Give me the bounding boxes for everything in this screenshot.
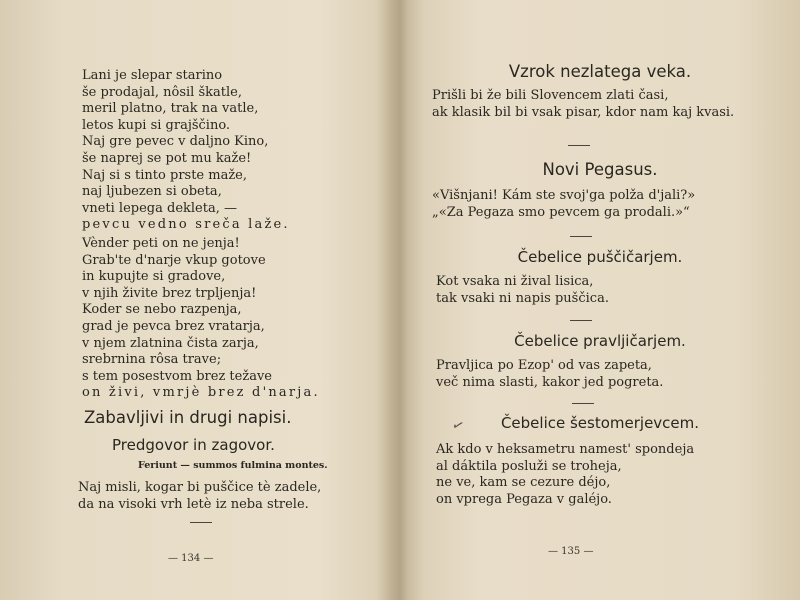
- section-title: Zabavljivi in drugi napisi.: [84, 408, 292, 427]
- poem-body: [436, 442, 694, 508]
- poem-line: al dáktila posluži se troheja,: [436, 458, 622, 474]
- poem-line: Naj si s tinto prste maže,: [82, 167, 248, 183]
- poem-line: „«Za Pegaza smo pevcem ga prodali.»“: [432, 204, 690, 220]
- poem-line: in kupujte si gradove,: [82, 269, 226, 285]
- poem-stanza-1: [82, 68, 290, 234]
- poem-line: Grab'te d'narje vkup gotove: [82, 252, 266, 268]
- poem-line: Naj gre pevec v daljno Kino,: [82, 134, 269, 150]
- epigram: [78, 480, 321, 513]
- poem-title: Vzrok nezlatega veka.: [508, 62, 692, 81]
- page-number: — 135 —: [548, 546, 594, 557]
- page-number: — 134 —: [168, 553, 214, 564]
- epigram-line: Naj misli, kogar bi puščice tè zadele,: [78, 480, 322, 495]
- divider-rule: [190, 522, 212, 523]
- section-subtitle: Predgovor in zagovor.: [112, 436, 275, 454]
- poem-line: ak klasik bil bi vsak pisar, kdor nam kaj kvasi.: [432, 104, 735, 120]
- poem-line: Koder se nebo razpenja,: [82, 302, 242, 318]
- poem-body: [432, 88, 734, 121]
- poem-title: Čebelice pravljičarjem.: [514, 332, 686, 350]
- poem-line: naj ljubezen si obeta,: [82, 184, 222, 200]
- poem-line: Pravljica po Ezop' od vas zapeta,: [436, 358, 652, 373]
- poem-body: [432, 188, 695, 221]
- poem-line: s tem posestvom brez težave: [82, 368, 272, 384]
- poem-line: grad je pevca brez vratarja,: [82, 318, 265, 334]
- poem-line: on živi, vmrjè brez d'narja.: [82, 385, 320, 401]
- poem-line: ne ve, kam se cezure déjo,: [436, 475, 611, 491]
- poem-line: v njem zlatnina čista zarja,: [82, 335, 259, 351]
- poem-line: še naprej se pot mu kaže!: [82, 150, 252, 166]
- poem-line: Lani je slepar starino: [82, 68, 223, 83]
- left-page: [0, 0, 388, 600]
- poem-title: Čebelice puščičarjem.: [517, 248, 683, 266]
- poem-title: Čebelice šestomerjevcem.: [500, 414, 700, 432]
- epigram-line: da na visoki vrh letè iz neba strele.: [78, 496, 309, 512]
- poem-line: meril platno, trak na vatle,: [82, 101, 259, 117]
- poem-body: [436, 358, 663, 391]
- poem-line: tak vsaki ni napis puščica.: [436, 290, 609, 306]
- poem-line: vneti lepega dekleta, —: [82, 200, 237, 216]
- poem-line: letos kupi si grajščino.: [82, 117, 231, 133]
- poem-line: pevcu vedno sreča laže.: [82, 217, 290, 233]
- pencil-check-mark: ✓: [449, 416, 467, 436]
- divider-rule: [570, 236, 592, 237]
- motto: Feriunt — summos fulmina montes.: [138, 460, 328, 471]
- poem-line: on vprega Pegaza v galéjo.: [436, 491, 612, 507]
- poem-title: Novi Pegasus.: [542, 160, 658, 179]
- poem-line: v njih živite brez trpljenja!: [82, 285, 257, 301]
- poem-line: Prišli bi že bili Slovencem zlati časi,: [432, 88, 669, 103]
- poem-stanza-2: [82, 236, 320, 402]
- poem-line: Ak kdo v heksametru namest' spondeja: [436, 442, 695, 457]
- poem-line: «Višnjani! Kám ste svoj'ga polža d'jali?»: [432, 188, 696, 203]
- poem-line: še prodajal, nôsil škatle,: [82, 84, 242, 100]
- poem-body: [436, 274, 609, 307]
- divider-rule: [572, 403, 594, 404]
- poem-line: več nima slasti, kakor jed pogreta.: [436, 374, 664, 390]
- divider-rule: [570, 320, 592, 321]
- divider-rule: [568, 145, 590, 146]
- poem-line: Vènder peti on ne jenja!: [82, 236, 240, 251]
- poem-line: Kot vsaka ni žival lisica,: [436, 274, 594, 289]
- poem-line: srebrnina rôsa trave;: [82, 352, 222, 368]
